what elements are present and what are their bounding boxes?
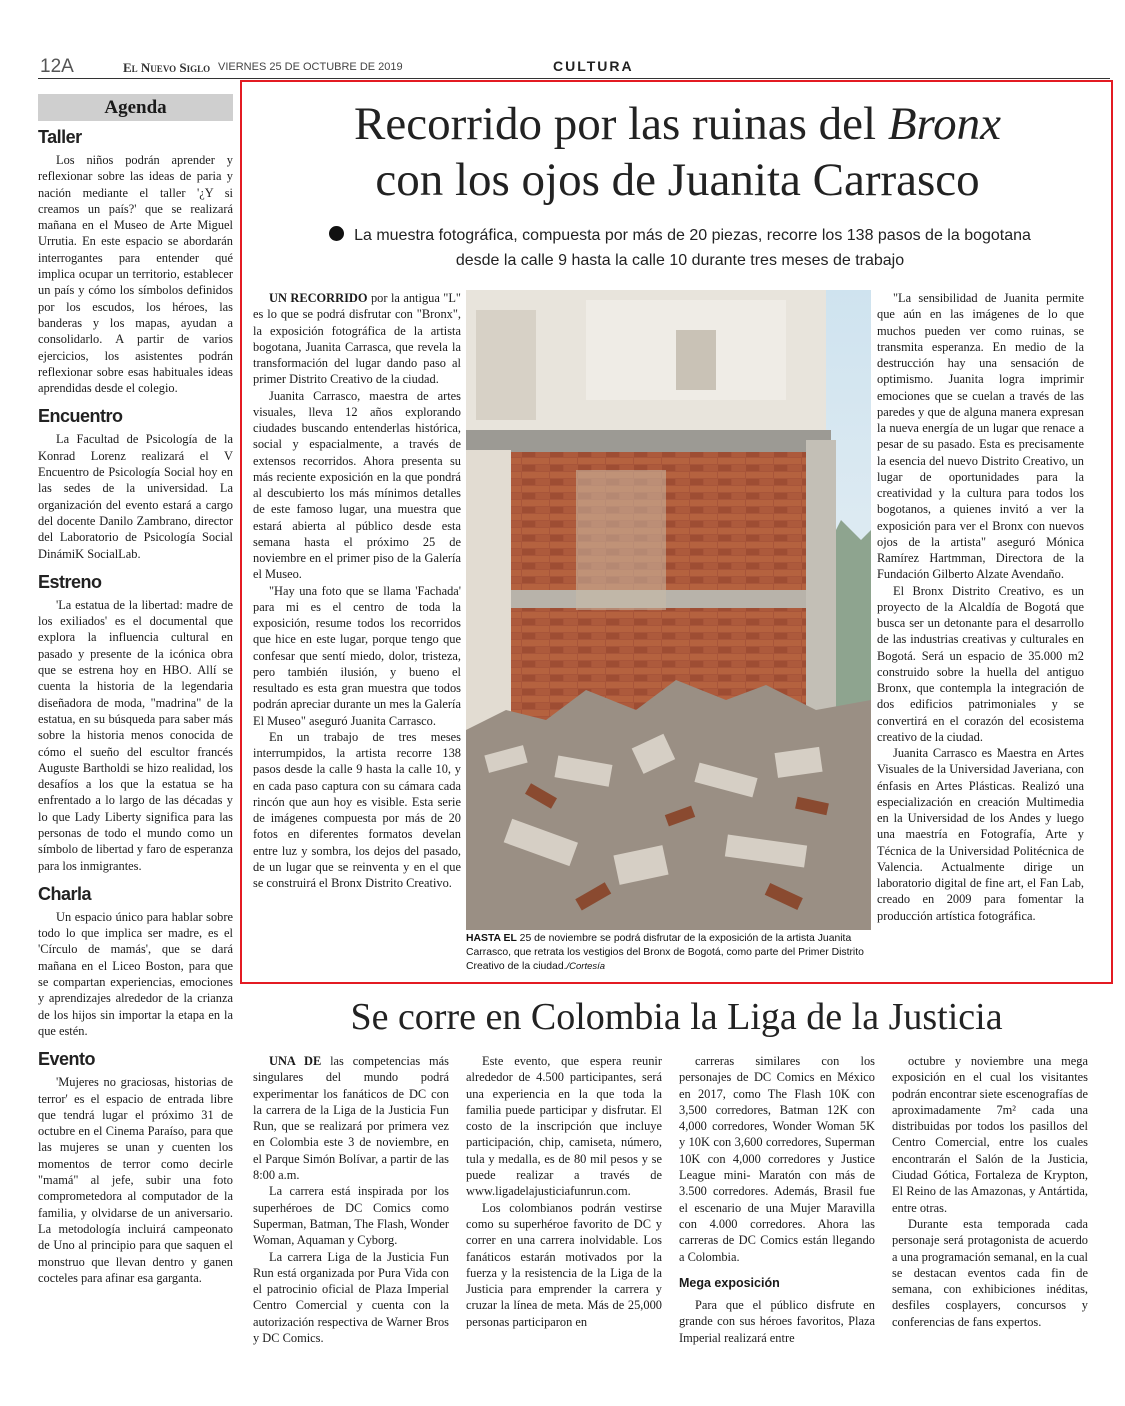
article1-right-paragraph-3: Juanita Carrasco es Maestra en Artes Visuales de la Universidad Javeriana, con énfasis en Artes Plásticas. Realizó una especialización en creación Multimedia en la Universidad de los Andes y luego una maestría en Fotografía, Arte y Técnica de la Universidad Politécnica de Valencia. Actualmente dirige un laboratorio digital de fine art, el Fan Lab, creado en 2009 para fomentar la producción artística fotográfica. bbox=[877, 746, 1084, 923]
agenda-heading-taller: Taller bbox=[38, 127, 82, 147]
deck-line-2: desde la calle 9 hasta la calle 10 durante tres meses de trabajo bbox=[455, 252, 905, 269]
caption-lead: HASTA EL bbox=[466, 933, 517, 944]
agenda-text-encuentro: La Facultad de Psicología de la Konrad Lorenz realizará el V Encuentro de Psicología Social hoy en las sedes de la universidad. La organización del evento estará a cargo del docente Danilo Zambrano, director del Laboratorio de Psicología Social DinámiK SocialLab. bbox=[38, 432, 233, 561]
newspaper-name: El Nuevo Siglo bbox=[123, 60, 211, 75]
agenda-text-evento: 'Mujeres no graciosas, historias de terror' es el espacio de entrada libre que tendrá lugar el próximo 31 de octubre en el Cinema Paraíso, para que las mujeres se unan y cuenten los momentos de terror como decirle "mamá" al jefe, subir una foto comprometedora al computador de la familia, y olvidarse de un aniversario. La metodología incluirá campeonato de Uno al principio para que saquen el monstruo que llevan dentro y ganen cocteles para afinar esa garganta. bbox=[38, 1075, 233, 1285]
article2-column-4 bbox=[892, 1053, 1088, 1330]
article1-paragraph-4: En un trabajo de tres meses interrumpidos, la artista recorre 138 pasos desde la calle 9 hasta la calle 10, y en cada paso captura con su cámara cada rincón que aun hoy es visible. Esta serie de imágenes compuesta por más de 20 fotos en diferentes formatos develan entre luz y sombra, los dejos del pasado, de un lugar que se reinventa y en el que se construirá el Bronx Distrito Creativo. bbox=[253, 729, 461, 890]
caption-credit: /Cortesía bbox=[566, 961, 606, 972]
agenda-heading-encuentro: Encuentro bbox=[38, 406, 123, 427]
agenda-text-estreno: 'La estatua de la libertad: madre de los exiliados' es el documental que explora la influencia cultural en pasado y presente de la icónica obra que se estrena hoy en HBO. Allí se cuenta la historia de la legendaria diseñadora de moda, "madrina" de la estatua, en su búsqueda para saber más sobre la historia menos conocida de cómo el sueño del escultor francés Auguste Bartholdi se hizo realidad, los desafíos a los que la estatua se ha enfrentado a lo largo de las décadas y lo que Lady Liberty significa para las personas de todo el mundo como un símbolo de libertad y faro de esperanza para los inmigrantes. bbox=[38, 597, 233, 873]
article2-lead: UNA DE bbox=[269, 1054, 322, 1068]
article1-p1-text: por la antigua "L" es lo que se podrá disfrutar con "Bronx", la exposición fotográfica de la artista bogotana, Juanita Carrasca, que revela la transformación del lugar dando paso al primer Distrito Creativo de la ciudad. bbox=[253, 291, 461, 387]
agenda-heading-charla: Charla bbox=[38, 883, 92, 904]
headline-line-1-text: Recorrido por las ruinas del bbox=[354, 98, 888, 150]
article2-paragraph-1 bbox=[253, 1053, 449, 1183]
article2-col4-paragraph-2: Durante esta temporada cada personaje será protagonista de acuerdo a una programación semanal, en la cual se destacan eventos cada fin de semana, con exhibiciones inéditas, desfiles cosplayers, concursos y conferencias de fans expertos. bbox=[892, 1216, 1088, 1329]
bullet-icon bbox=[329, 226, 344, 241]
agenda-heading-evento: Evento bbox=[38, 1049, 96, 1070]
caption-text: 25 de noviembre se podrá disfrutar de la exposición de la artista Juanita Carrasco, que retrata los vestigios del Bronx de Bogotá, como parte del Primer Distrito Creativo de la ciudad. bbox=[466, 933, 864, 972]
article2-col3-paragraph-2: Para que el público disfrute en grande con sus héroes favoritos, Plaza Imperial realizará entre bbox=[679, 1298, 875, 1345]
article2-column-1 bbox=[253, 1053, 449, 1346]
photo-illustration bbox=[466, 290, 871, 930]
article2-col2-paragraph-1: Este evento, que espera reunir alrededor de 4.500 participantes, será una experiencia en la que toda la familia puede participar y disfrutar. El costo de la inscripción que incluye participación, chip, camiseta, número, tula y medalla, es de 80 mil pesos y se puede realizar a través de www.ligadelajusticiafunrun.com. bbox=[466, 1054, 662, 1199]
article2-column-3 bbox=[679, 1053, 875, 1346]
agenda-text-taller: Los niños podrán aprender y reflexionar sobre las ideas de paria y nación mediante el taller '¿Y si creamos un país?' que se realizará mañana en el Museo de Arte Miguel Urrutia. En este espacio se abordarán interrogantes para entender qué implica ocupar un territorio, establecer un país y cómo los símbolos definidos por los escudos, los héroes, las banderas y los mapas, ayudan a consolidarlo. A partir de varios ejercicios, los asistentes podrán reflexionar sobre esas habituales ideas aprendidas desde el colegio. bbox=[38, 153, 233, 396]
article1-right-column bbox=[877, 290, 1084, 924]
article2-column-2 bbox=[466, 1053, 662, 1330]
article1-right-paragraph-2: El Bronx Distrito Creativo, es un proyecto de la Alcaldía de Bogotá que busca ser un detonante para el desarrollo de las industrias creativas y culturales en Bogotá. Será un espacio de 35.000 m2 construido sobre la huella del antiguo Bronx, que contempla la integración de dos edificios patrimoniales y se convertirá en el corazón del ecosistema creativo de la ciudad. bbox=[877, 583, 1084, 744]
article2-subheading: Mega exposición bbox=[679, 1275, 780, 1290]
page-header bbox=[38, 58, 1110, 79]
article2-p1-text: las competencias más singulares del mundo podrá experimentar los fanáticos de DC con la carrera de la Liga de la Justicia Fun Run, que se realizará por primera vez en Colombia este 3 de noviembre, en el Parque Simón Bolívar, a partir de las 8:00 a.m. bbox=[253, 1054, 449, 1183]
article2-col3-paragraph-1: carreras similares con los personajes de DC Comics en México en 2017, como The Flash 10K con 3,500 corredores, Batman 12K con 4,000 corredores, Wonder Woman 5K y 10K con 3,600 corredores, Superman 10K con 4,000 corredores y Justice League mini- Maratón con más de 3.500 corredores. Además, Brasil fue el escenario de una Mujer Maravilla con 4.000 corredores. Ahora las carreras de DC Comics están llegando a Colombia. bbox=[679, 1054, 875, 1264]
page-number: 12A bbox=[40, 56, 74, 77]
article2-col4-paragraph-1: octubre y noviembre una mega exposición en el cual los visitantes podrán encontrar siete escenografías de aproximadamente 7m² cada una distribuidas por todos los pasillos del Centro Comercial, entre los cuales encontrarán el Salón de la Justicia, Ciudad Gótica, Fortaleza de Krypton, El Reino de las Amazonas, y Antártida, entre otras. bbox=[892, 1054, 1088, 1215]
article1-paragraph-2: Juanita Carrasco, maestra de artes visuales, lleva 12 años explorando ciudades buscando entenderlas histórica, social y espacialmente, a través de extensos recorridos. Ahora presenta su más reciente exposición en la que pondrá al descubierto los más mínimos detalles de este famoso lugar, una muestra que estará abierta al público desde esta semana hasta el próximo 25 de noviembre en el primer piso de la Galería el Museo. bbox=[253, 388, 461, 582]
article1-right-paragraph-1: "La sensibilidad de Juanita permite que aún en las imágenes de lo que muchos pueden ver como ruinas, se transmita esperanza. En medio de la destrucción hay una sensación de optimismo. Juanita logra imprimir emociones que se cuelan a través de las paredes y que de alguna manera expresan la nueva energía de un lugar que renace a pesar de su pasado. Esta es precisamente la esencia del nuevo Distrito Creativo, un lugar de oportunidades para la creatividad y la cultura para todos los bogotanos, a quienes invitó a ver la exposición para ver el Bronx con nuevos ojos de la artista" aseguró Mónica Ramírez Hartmman, Directora de la Fundación Gilberto Alzate Avendaño. bbox=[877, 291, 1084, 582]
section-name: CULTURA bbox=[553, 58, 634, 74]
agenda-title: Agenda bbox=[38, 94, 233, 121]
agenda-sidebar bbox=[38, 94, 233, 1296]
article1-headline bbox=[250, 96, 1105, 208]
article2-col2-paragraph-2: Los colombianos podrán vestirse como su superhéroe favorito de DC y correr en una carrera inolvidable. Los fanáticos estarán motivados por la fuerza y la resistencia de la Liga de la Justicia para emprender la carrera y cruzar la línea de meta. Más de 25,000 personas participaron en bbox=[466, 1200, 662, 1329]
bronx-ruins-photo bbox=[466, 290, 871, 930]
photo-caption bbox=[466, 932, 871, 974]
headline-line-2: con los ojos de Juanita Carrasco bbox=[375, 154, 980, 206]
deck-line-1 bbox=[255, 223, 1105, 248]
agenda-text-charla: Un espacio único para hablar sobre todo lo que implica ser madre, es el 'Círculo de mamás', que se dará mañana en el Liceo Boston, para que se compartan experiencias, emociones y aprendizajes alrededor de la crianza de los hijos sin importar la etapa en la que estén. bbox=[38, 909, 233, 1038]
agenda-heading-estreno: Estreno bbox=[38, 571, 102, 592]
article2-headline: Se corre en Colombia la Liga de la Justicia bbox=[350, 996, 1003, 1038]
article1-lead: UN RECORRIDO bbox=[269, 291, 368, 305]
headline-line-1-emphasis: Bronx bbox=[887, 98, 1001, 150]
article2-paragraph-2: La carrera está inspirada por los superhéroes de DC Comics como Superman, Batman, The Flash, Wonder Woman, Aquaman y Cyborg. bbox=[253, 1184, 449, 1248]
issue-date: VIERNES 25 DE OCTUBRE DE 2019 bbox=[218, 61, 403, 73]
headline-line-1 bbox=[250, 96, 1105, 152]
article2-paragraph-3: La carrera Liga de la Justicia Fun Run está organizada por Pura Vida con el patrocinio oficial de Plaza Imperial Centro Comercial y cuenta con la autorización respectiva de Warner Bros y DC Comics. bbox=[253, 1249, 449, 1346]
article1-left-column bbox=[253, 290, 461, 891]
article1-paragraph-3: "Hay una foto que se llama 'Fachada' para mi es el centro de toda la exposición, resume todos los recorridos que hice en este lugar, porque tengo que confesar que sentí miedo, dolor, tristeza, pero también ilusión, y bueno el resultado es esta gran muestra que todos podrán apreciar durante un mes la Galería El Museo" aseguró Juanita Carrasco. bbox=[253, 583, 461, 728]
article1-paragraph-1 bbox=[253, 290, 461, 388]
article1-deck bbox=[255, 223, 1105, 273]
deck-line-1-text: La muestra fotográfica, compuesta por más de 20 piezas, recorre los 138 pasos de la bogotana bbox=[354, 227, 1031, 244]
